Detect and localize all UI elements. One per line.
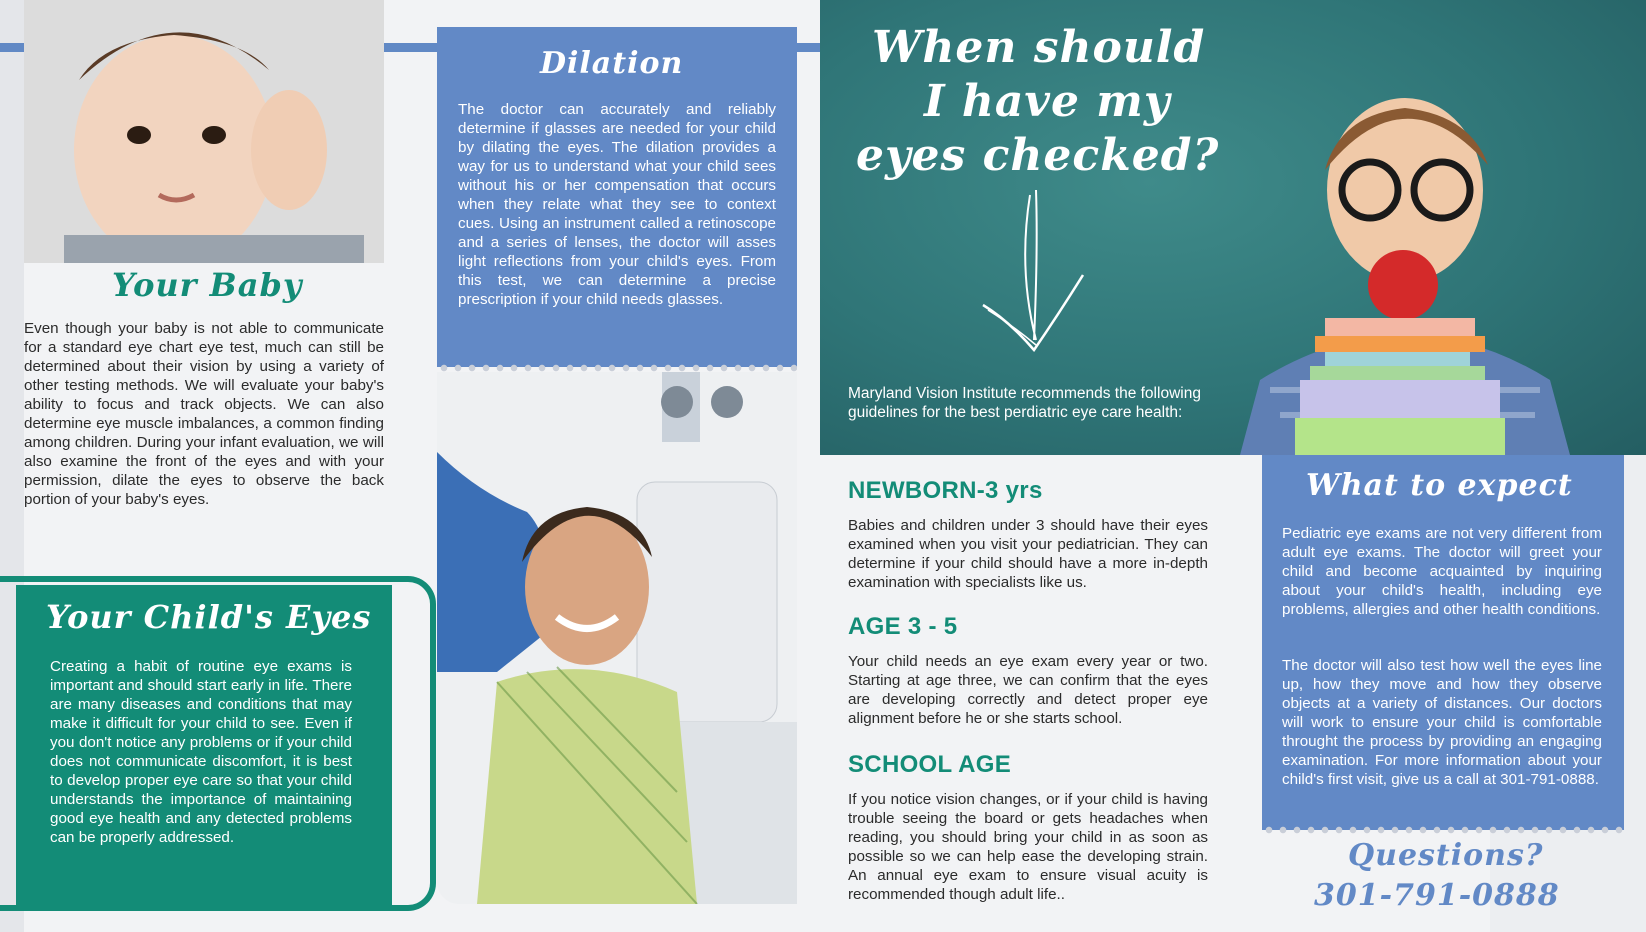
childs-eyes-body: Creating a habit of routine eye exams is important and should start early in life. There are many diseases and conditions that may make it difficult for your child to see. Even if you don't notice any problems or if your child does not communicate discomfort, it is best to develop proper eye care so that your child understands the importance of maintaining good eye health and any detected problems can be properly addressed. — [50, 658, 352, 846]
what-to-expect-para1: Pediatric eye exams are not very different from adult eye exams. The doctor will greet your child and become acquainted by inquiring about your child's health, including eye problems, allergies and other health conditions. — [1282, 525, 1602, 618]
blue-rule — [0, 43, 24, 52]
boy-books-photo — [1240, 60, 1570, 455]
questions-label: Questions? — [1348, 838, 1544, 873]
baby-photo — [24, 0, 384, 263]
childs-eyes-heading: Your Child's Eyes — [46, 598, 372, 636]
guideline-heading: NEWBORN-3 yrs — [848, 477, 1043, 504]
blue-rule — [796, 43, 820, 52]
dilation-heading: Dilation — [540, 46, 684, 81]
guideline-body: Your child needs an eye exam every year or two. Starting at age three, we can confirm that the eyes are developing correctly and detect proper eye alignment before he or she starts school. — [848, 653, 1208, 727]
what-to-expect-heading: What to expect — [1306, 468, 1573, 503]
guideline-body: Babies and children under 3 should have their eyes examined when you visit your pediatrician. They can determine if your child should have a more in-depth examination with specialists like us. — [848, 517, 1208, 591]
chalkboard-intro: Maryland Vision Institute recommends the following guidelines for the best perdiatric eye care health: — [848, 385, 1201, 421]
baby-heading: Your Baby — [112, 266, 303, 304]
chalk-arrow-icon — [978, 190, 1088, 360]
dilation-body: The doctor can accurately and reliably determine if glasses are needed for your child by dilating the eyes. The dilation provides a way for us to understand what your child sees without his or her compensation that occurs when they relate what they see to context cues. Using an instrument called a retinoscope and a series of lenses, the doctor will asses light reflections from your child's eyes. From this test, we can determine a precise prescription if your child needs glasses. — [458, 101, 776, 308]
exam-boy-photo — [437, 372, 797, 904]
guideline-body: If you notice vision changes, or if your child is having trouble seeing the board or gets headaches when reading, you should bring your child in as soon as possible so we can help ease the developing strain. An annual eye exam to ensure visual acuity is recommended though adult life.. — [848, 791, 1208, 903]
stitch-divider — [1262, 824, 1624, 836]
chalkboard-title-line3: eyes checked? — [856, 130, 1220, 181]
what-to-expect-para2: The doctor will also test how well the eyes line up, how they move and how they observe objects at a variety of distances. Our doctors will work to ensure your child is comfortable throught the process by providing an engaging examination. For more information about your child's first visit, give us a call at 301-791-0888. — [1282, 657, 1602, 788]
chalkboard-title-line1: When should — [872, 22, 1206, 73]
guideline-heading: AGE 3 - 5 — [848, 613, 958, 640]
phone-number[interactable]: 301-791-0888 — [1314, 878, 1560, 913]
baby-body: Even though your baby is not able to communicate for a standard eye chart eye test, much can still be determined about their vision by using a variety of other testing methods. We will evaluate your baby's ability to focus and track objects. We can also determine eye muscle imbalances, a common finding among children. During your infant evaluation, we will also examine the front of the eyes and with your permission, dilate the eyes to observe the back portion of your baby's eyes. — [24, 320, 384, 508]
blue-rule — [384, 43, 438, 52]
chalkboard-title-line2: I have my — [924, 76, 1171, 127]
guideline-heading: SCHOOL AGE — [848, 751, 1012, 778]
